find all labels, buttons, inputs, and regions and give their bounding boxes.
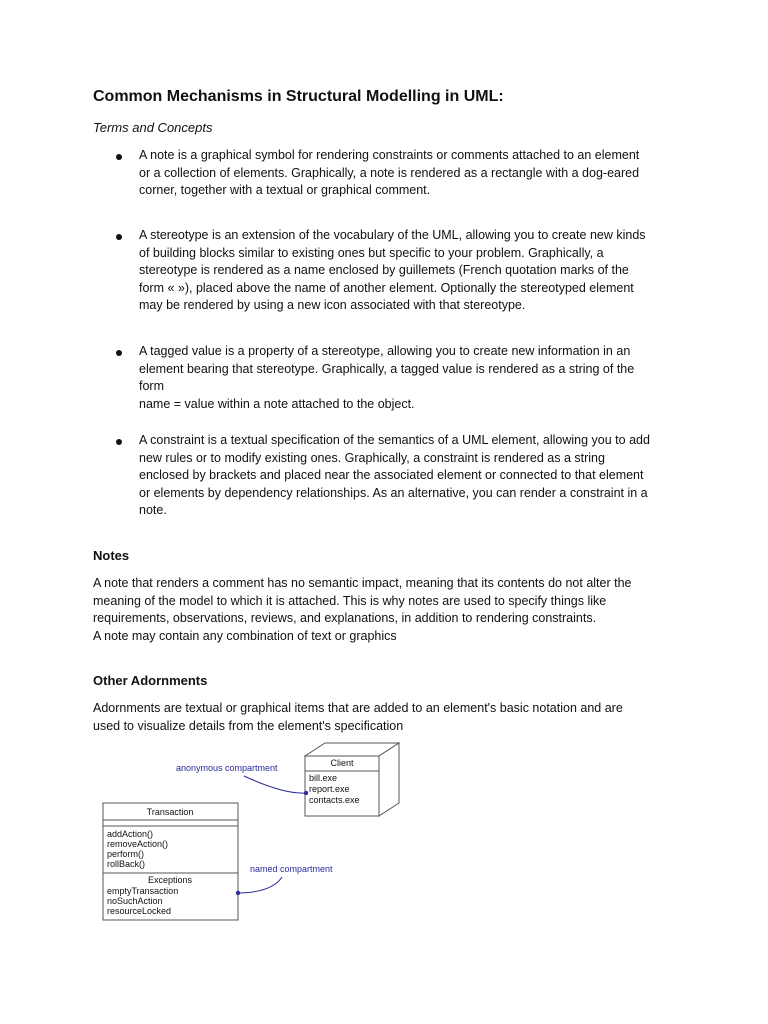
transaction-exception: resourceLocked [107, 906, 172, 916]
bullet-constraint: A constraint is a textual specification of the semantics of a UML element, allowing you to add new rules or to modify existing ones. Graphically, a constraint is rendered as a string enclosed by brackets and placed near the associated element or connected to that element or elements by dependency relationships. As an alternative, you can render a constraint in a note. [139, 433, 650, 518]
section-subtitle: Terms and Concepts [93, 120, 213, 135]
anonymous-connector [244, 776, 306, 793]
named-connector [238, 877, 282, 893]
bullet-icon [116, 234, 122, 240]
transaction-exception: emptyTransaction [107, 886, 179, 896]
bullet-note: A note is a graphical symbol for rendering constraints or comments attached to an element or a collection of elements. Graphically, a note is rendered as a rectangle with a dog-eared corner, together with a textual or graphical comment. [139, 148, 640, 198]
anonymous-compartment-label: anonymous compartment [176, 763, 278, 773]
client-item: bill.exe [309, 773, 338, 783]
transaction-class [103, 803, 238, 920]
adornments-heading: Other Adornments [93, 673, 208, 688]
uml-adornments-diagram [0, 730, 768, 950]
exceptions-compartment-name: Exceptions [147, 875, 193, 885]
transaction-operation: addAction() [107, 829, 154, 839]
named-compartment-label: named compartment [250, 864, 333, 874]
client-item: contacts.exe [309, 795, 360, 805]
connector-dot [304, 791, 308, 795]
adornments-paragraph: Adornments are textual or graphical items that are added to an element's basic notation and are used to visualize details from the element's specification [93, 701, 623, 733]
bullet-stereotype: A stereotype is an extension of the vocabulary of the UML, allowing you to create new kinds of building blocks similar to existing ones but specific to your problem. Graphically, a stereotype is rendered as a name enclosed by guillemets (French quotation marks of the form « »), placed above the name of another element. Optionally the stereotyped element may be rendered by using a new icon associated with that stereotype. [139, 228, 646, 313]
transaction-operation: rollBack() [107, 859, 146, 869]
notes-heading: Notes [93, 548, 130, 563]
transaction-exception: noSuchAction [107, 896, 163, 906]
client-node [305, 743, 399, 816]
connector-dot [236, 891, 240, 895]
bullet-tagged-value: A tagged value is a property of a stereotype, allowing you to create new information in an element bearing that stereotype. Graphically, a tagged value is rendered as a string of the form name = value within a note attached to the object. [139, 344, 635, 411]
bullet-icon [116, 439, 122, 445]
transaction-operation: perform() [107, 849, 145, 859]
transaction-operation: removeAction() [107, 839, 169, 849]
bullet-icon [116, 154, 122, 160]
client-item: report.exe [309, 784, 350, 794]
bullet-icon [116, 350, 122, 356]
notes-paragraph: A note that renders a comment has no semantic impact, meaning that its contents do not alter the meaning of the model to which it is attached. This is why notes are used to specify things like requirements, observations, reviews, and explanations, in addition to rendering constraints. A note may contain any combination of text or graphics [93, 576, 632, 643]
transaction-name: Transaction [146, 807, 194, 817]
client-name: Client [330, 758, 354, 768]
document-title: Common Mechanisms in Structural Modelling in UML: [93, 88, 504, 105]
